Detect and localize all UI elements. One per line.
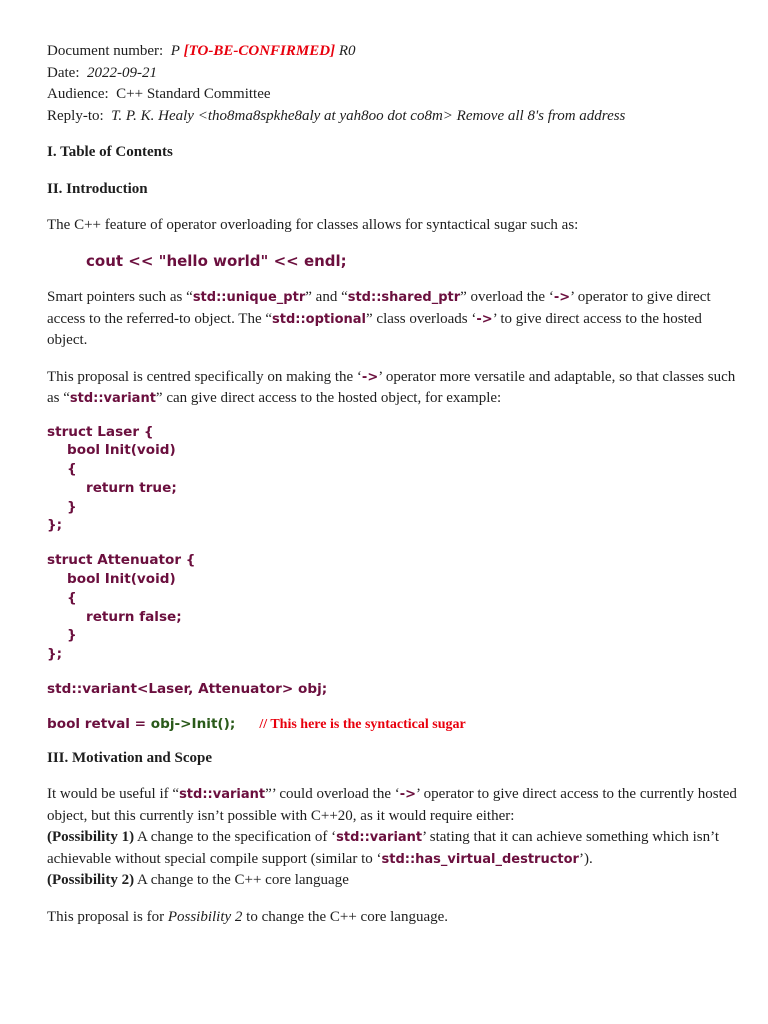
section-heading-motivation: III. Motivation and Scope (47, 749, 213, 766)
code-optional: std::optional (272, 311, 367, 327)
document-number-line (47, 41, 737, 63)
possibility-2-label: (Possibility 2) (47, 872, 135, 889)
text-fragment: ” and “ (305, 289, 348, 305)
retval-comment: // This here is the syntactical sugar (259, 716, 466, 732)
text-fragment: Smart pointers such as “ (47, 289, 193, 305)
audience-value: C++ Standard Committee (116, 86, 271, 102)
code-block-laser (47, 423, 737, 536)
code-line: { (67, 589, 77, 606)
docnum-label: Document number: (47, 43, 164, 59)
code-line: return true; (86, 479, 177, 496)
docnum-prefix: P (170, 43, 180, 59)
date-label: Date: (47, 64, 80, 81)
code-line: struct Attenuator { (47, 552, 196, 569)
text-fragment: ’ stating that it can achieve something which isn’t achievable without special compile support (similar to ‘ (47, 829, 720, 867)
text-fragment: ’). (578, 850, 593, 867)
code-block-attenuator (47, 551, 737, 664)
code-shared-ptr: std::shared_ptr (347, 290, 461, 305)
code-line: bool Init(void) (67, 571, 176, 588)
intro-paragraph-1: The C++ feature of operator overloading for classes allows for syntactical sugar such as: (47, 217, 579, 233)
text-fragment: ’ operator to give direct access to the currently hosted object, but this currently isn’t possible with C++20, as it would require either: (47, 786, 737, 824)
code-arrow: -> (399, 787, 417, 803)
code-arrow: -> (361, 369, 379, 385)
audience-label: Audience: (47, 86, 109, 102)
code-variant: std::variant (179, 787, 266, 803)
date-value: 2022-09-21 (86, 64, 157, 81)
intro-paragraph-2 (47, 287, 737, 352)
code-line: struct Laser { (47, 423, 154, 440)
code-variant: std::variant (69, 391, 156, 406)
code-line: } (67, 627, 77, 644)
retval-line (47, 715, 737, 735)
text-fragment: This proposal is centred specifically on making the ‘ (47, 368, 362, 385)
reply-label: Reply-to: (47, 107, 104, 124)
text-fragment: ’ operator to give direct access to the referred-to object. The “ (47, 289, 711, 327)
header-block (47, 41, 737, 127)
text-fragment: A change to the specification of ‘ (134, 829, 337, 846)
code-has-virtual-destructor: std::has_virtual_destructor (381, 851, 579, 867)
code-unique-ptr: std::unique_ptr (192, 290, 306, 305)
section-heading-introduction: II. Introduction (47, 180, 148, 197)
retval-lhs: bool retval = (47, 715, 151, 732)
text-fragment: ” overload the ‘ (460, 289, 554, 305)
possibility-2-emphasis: Possibility 2 (167, 908, 243, 925)
variant-declaration: std::variant<Laser, Attenuator> obj; (47, 681, 328, 698)
text-fragment: It would be useful if “ (47, 786, 180, 803)
text-fragment: ’ to give direct access to the hosted object. (47, 310, 702, 348)
text-fragment: This proposal is for (47, 908, 168, 925)
code-line: }; (47, 646, 63, 663)
document-page (47, 41, 737, 928)
text-fragment: A change to the C++ core language (134, 872, 349, 889)
code-arrow: -> (476, 311, 493, 327)
code-arrow: -> (553, 290, 571, 305)
intro-paragraph-3 (47, 367, 737, 410)
code-variant: std::variant (336, 830, 423, 846)
code-line: } (67, 498, 77, 515)
reply-value: T. P. K. Healy <tho8ma8spkhe8aly at yah8oo dot co8m> Remove all 8's from address (111, 107, 626, 124)
text-fragment: ’ operator more versatile and adaptable, so that classes such as “ (47, 368, 736, 406)
motivation-paragraph-2 (47, 907, 737, 929)
possibility-1-label: (Possibility 1) (47, 829, 135, 846)
cout-example: cout << "hello world" << endl; (86, 251, 347, 270)
retval-call: obj->Init(); (150, 715, 236, 732)
docnum-tbc: [TO-BE-CONFIRMED] (183, 43, 336, 59)
date-line (47, 63, 737, 85)
section-heading-toc: I. Table of Contents (47, 144, 173, 160)
code-line: { (67, 461, 77, 478)
reply-to-line (47, 106, 737, 128)
text-fragment: to change the C++ core language. (242, 908, 449, 925)
motivation-paragraph-1 (47, 784, 737, 892)
code-line: return false; (86, 608, 182, 625)
text-fragment: ”’ could overload the ‘ (265, 786, 400, 803)
text-fragment: ” class overloads ‘ (366, 310, 477, 327)
code-line: }; (47, 517, 63, 534)
audience-line (47, 84, 737, 106)
code-line: bool Init(void) (67, 442, 176, 459)
text-fragment: ” can give direct access to the hosted object, for example: (155, 390, 502, 406)
docnum-rev: R0 (338, 43, 356, 59)
